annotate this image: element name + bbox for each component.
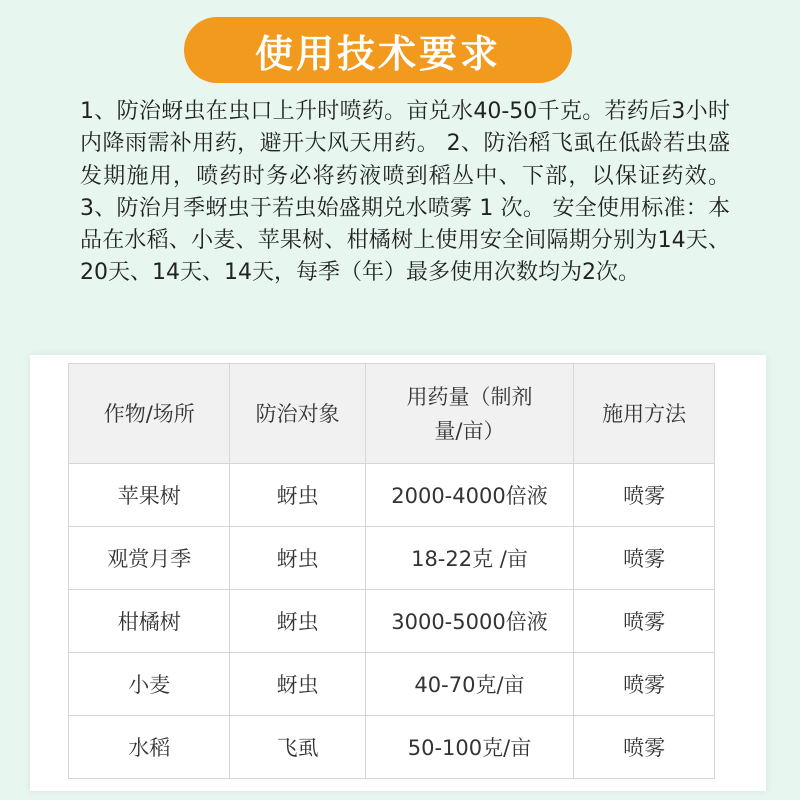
header-method: 施用方法 — [574, 364, 715, 464]
cell-method: 喷雾 — [574, 527, 715, 590]
cell-target: 蚜虫 — [230, 653, 365, 716]
cell-dosage: 2000-4000倍液 — [365, 464, 573, 527]
table-row — [69, 590, 715, 653]
cell-target: 飞虱 — [230, 716, 365, 779]
header-crop: 作物/场所 — [69, 364, 230, 464]
cell-crop: 水稻 — [69, 716, 230, 779]
dosage-table-card — [30, 355, 766, 791]
table-header-row — [69, 364, 715, 464]
cell-dosage: 3000-5000倍液 — [365, 590, 573, 653]
section-title-banner — [184, 17, 572, 83]
cell-method: 喷雾 — [574, 716, 715, 779]
cell-target: 蚜虫 — [230, 464, 365, 527]
header-dosage-text: 用药量（制剂量/亩） — [406, 384, 533, 443]
table-row — [69, 527, 715, 590]
header-target: 防治对象 — [230, 364, 365, 464]
cell-crop: 观赏月季 — [69, 527, 230, 590]
cell-dosage: 40-70克/亩 — [365, 653, 573, 716]
cell-dosage: 18-22克 /亩 — [365, 527, 573, 590]
cell-method: 喷雾 — [574, 653, 715, 716]
cell-method: 喷雾 — [574, 464, 715, 527]
cell-crop: 柑橘树 — [69, 590, 230, 653]
cell-dosage: 50-100克/亩 — [365, 716, 573, 779]
usage-description: 1、防治蚜虫在虫口上升时喷药。亩兑水40-50千克。若药后3小时内降雨需补用药，避开大风天用药。 2、防治稻飞虱在低龄若虫盛发期施用，喷药时务必将药液喷到稻丛中、下部，以保证药效。3、防治月季蚜虫于若虫始盛期兑水喷雾 1 次。 安全使用标准：本品在水稻、小麦、苹果树、柑橘树上使用安全间隔期分别为14天、20天、14天、14天，每季（年）最多使用次数均为2次。 — [80, 99, 730, 286]
cell-target: 蚜虫 — [230, 527, 365, 590]
dosage-table — [68, 363, 715, 779]
table-row — [69, 653, 715, 716]
header-dosage — [365, 364, 573, 464]
cell-target: 蚜虫 — [230, 590, 365, 653]
cell-method: 喷雾 — [574, 590, 715, 653]
table-row — [69, 716, 715, 779]
cell-crop: 小麦 — [69, 653, 230, 716]
cell-crop: 苹果树 — [69, 464, 230, 527]
table-row — [69, 464, 715, 527]
section-title: 使用技术要求 — [254, 31, 501, 76]
